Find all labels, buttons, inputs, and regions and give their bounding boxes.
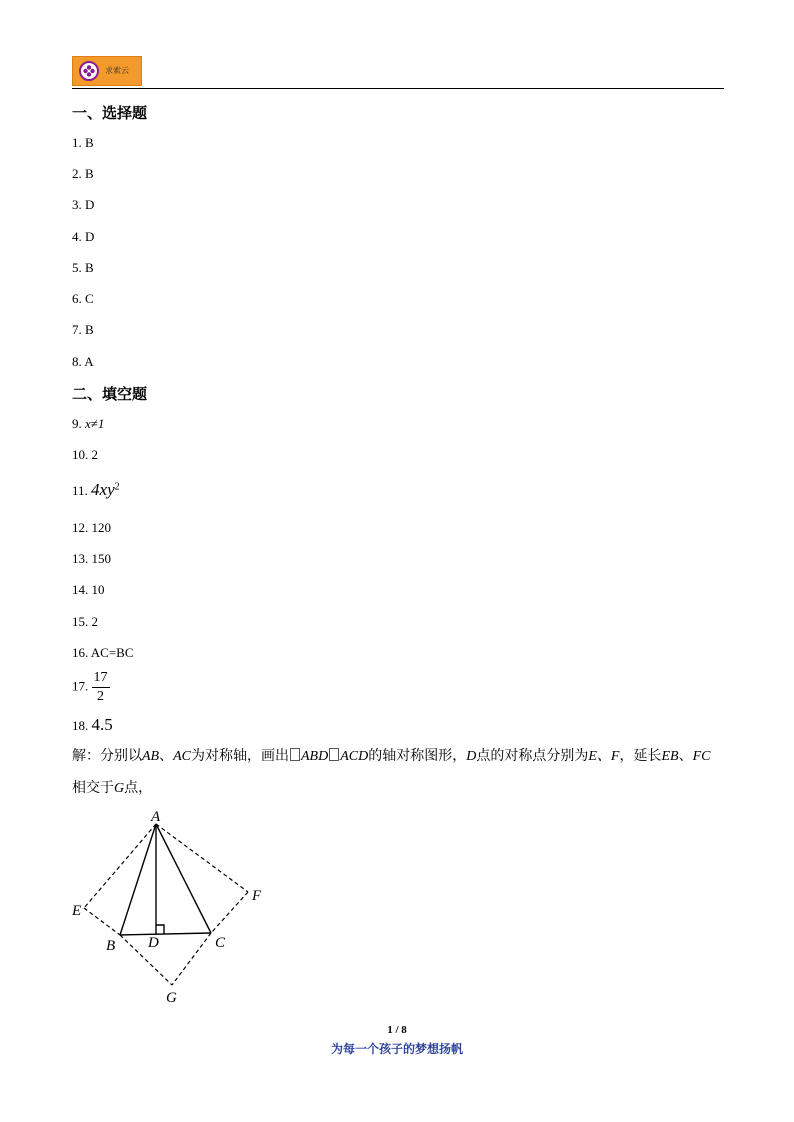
answer-item: 2. B — [72, 166, 94, 181]
expl-math: ACD — [340, 749, 369, 764]
answer-item: 14. 10 — [72, 582, 105, 597]
answer-item — [72, 715, 113, 735]
answer-item: 3. D — [72, 197, 95, 212]
answer-item: 8. A — [72, 354, 94, 369]
dashed-line-AE — [84, 824, 156, 908]
expl-text: 的轴对称图形， — [368, 749, 467, 764]
brand-logo — [72, 56, 142, 86]
flower-icon — [81, 63, 97, 79]
answer-item: 12. 120 — [72, 520, 111, 535]
answer-item: 15. 2 — [72, 614, 98, 629]
expl-text: 点， — [124, 781, 153, 796]
solid-line-AB — [120, 824, 156, 935]
label-C: C — [215, 935, 226, 951]
answer-item: 16. AC=BC — [72, 645, 134, 660]
header-divider — [72, 88, 724, 89]
answer-item: 5. B — [72, 260, 94, 275]
dashed-line-FC — [211, 892, 248, 933]
answer-value: 4xy — [91, 480, 115, 499]
expl-math: G — [114, 781, 125, 796]
answer-number: 17. — [72, 678, 92, 694]
label-E: E — [72, 903, 82, 919]
expl-text: 为对称轴，画出 — [191, 749, 289, 764]
label-G: G — [166, 990, 177, 1006]
answer-item: 4. D — [72, 229, 95, 244]
expl-text: 相交于 — [72, 781, 114, 796]
answer-item: 10. 2 — [72, 447, 98, 462]
answer-exponent: 2 — [114, 481, 120, 493]
explanation-line-2 — [72, 773, 724, 805]
label-A: A — [151, 809, 161, 825]
answer-number: 18. — [72, 718, 92, 733]
expl-math: AC — [173, 749, 191, 764]
footer-slogan: 为每一个孩子的梦想扬帆 — [330, 1042, 463, 1056]
section-title-fill: 二、填空题 — [72, 385, 148, 403]
expl-text: 、 — [678, 749, 693, 764]
answer-item — [72, 480, 120, 500]
answer-value: 4.5 — [91, 715, 113, 734]
dashed-line-CG — [172, 933, 211, 985]
fraction — [92, 669, 110, 706]
geometry-diagram — [64, 804, 284, 1014]
solid-line-BC — [120, 933, 211, 935]
explanation-line-1 — [72, 741, 724, 773]
answer-item — [72, 669, 110, 706]
missing-glyph-box — [329, 748, 339, 761]
expl-math: E、F — [588, 749, 620, 764]
logo-text: 求索云 — [105, 66, 129, 75]
expl-text: 解：分别以 — [72, 749, 142, 764]
answer-number: 9. — [72, 416, 85, 431]
expl-math: EB — [661, 749, 679, 764]
logo-flower-icon — [79, 61, 99, 81]
dashed-line-BG — [120, 935, 172, 985]
expl-text: 、 — [159, 749, 174, 764]
expl-math: FC — [692, 749, 711, 764]
fraction-denominator: 2 — [97, 689, 104, 704]
answer-item — [72, 416, 104, 432]
expl-text: ，延长 — [619, 749, 662, 764]
page-number: 1 / 8 — [387, 1024, 407, 1036]
label-F: F — [252, 888, 262, 904]
answer-item: 7. B — [72, 322, 94, 337]
dashed-line-EB — [84, 908, 120, 935]
answer-value: x≠1 — [85, 416, 105, 431]
section-title-choice: 一、选择题 — [72, 104, 148, 122]
expl-text: 点的对称点分别为 — [476, 749, 589, 764]
right-angle-mark — [156, 925, 164, 934]
dashed-line-AF — [156, 824, 248, 892]
answer-item: 6. C — [72, 291, 94, 306]
missing-glyph-box — [290, 748, 300, 761]
expl-math: ABD — [301, 749, 329, 764]
label-B: B — [106, 938, 116, 954]
answer-item: 1. B — [72, 135, 94, 150]
answer-number: 11. — [72, 483, 92, 498]
solid-line-AC — [156, 824, 211, 933]
expl-math: D — [466, 749, 477, 764]
expl-math: AB — [142, 749, 160, 764]
fraction-numerator: 17 — [92, 669, 110, 688]
label-D: D — [148, 935, 159, 951]
answer-item: 13. 150 — [72, 551, 111, 566]
